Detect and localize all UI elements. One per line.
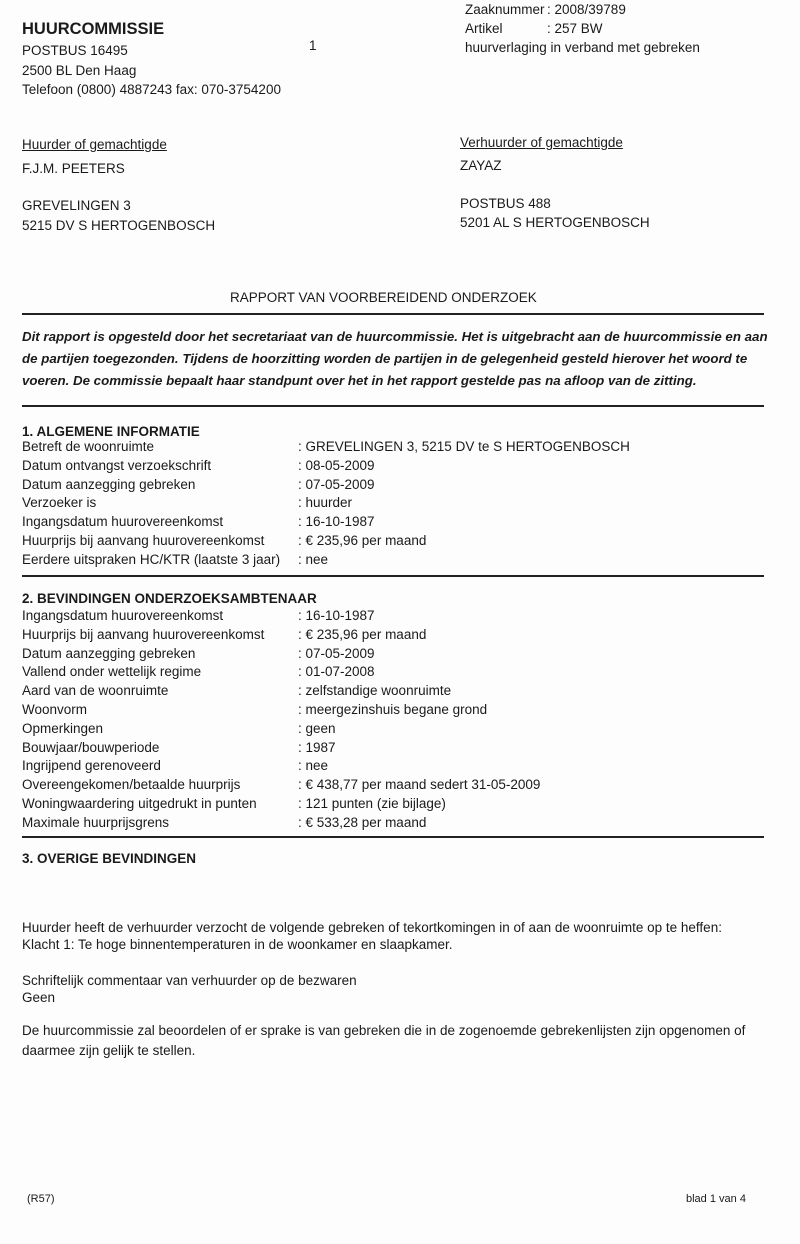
info-row <box>22 663 540 682</box>
case-label: Zaaknummer <box>465 2 545 17</box>
row-label: Ingangsdatum huurovereenkomst <box>22 514 224 530</box>
landlord-comment-label: Schriftelijk commentaar van verhuurder op de bezwaren <box>22 973 357 988</box>
row-label: Huurprijs bij aanvang huurovereenkomst <box>22 626 265 642</box>
row-value: : 121 punten (zie bijlage) <box>298 795 446 811</box>
row-label: Vallend onder wettelijk regime <box>22 664 202 680</box>
row-label: Ingangsdatum huurovereenkomst <box>22 608 224 623</box>
info-row <box>22 607 540 626</box>
row-value: : 16-10-1987 <box>298 514 375 530</box>
row-value: : 01-07-2008 <box>298 664 375 680</box>
row-value: : huurder <box>298 495 353 511</box>
divider <box>22 836 764 838</box>
row-value: : 16-10-1987 <box>298 608 375 623</box>
row-label: Maximale huurprijsgrens <box>22 814 170 830</box>
row-label: Woningwaardering uitgedrukt in punten <box>22 795 257 811</box>
row-value: : € 235,96 per maand <box>298 532 427 548</box>
page-mark: 1 <box>309 38 317 53</box>
info-row <box>22 513 630 532</box>
section2-title: 2. BEVINDINGEN ONDERZOEKSAMBTENAAR <box>22 591 317 606</box>
org-address1: POSTBUS 16495 <box>22 43 128 58</box>
row-value: : meergezinshuis begane grond <box>298 701 488 717</box>
row-label: Datum aanzegging gebreken <box>22 476 196 492</box>
landlord-name: ZAYAZ <box>460 158 502 173</box>
info-row <box>22 645 540 664</box>
info-row <box>22 438 630 457</box>
landlord-city: 5201 AL S HERTOGENBOSCH <box>460 215 650 230</box>
tenant-heading: Huurder of gemachtigde <box>22 137 167 152</box>
info-row <box>22 776 540 795</box>
tenant-city: 5215 DV S HERTOGENBOSCH <box>22 218 216 233</box>
row-label: Betreft de woonruimte <box>22 439 155 454</box>
intro-text: Dit rapport is opgesteld door het secretariaat van de huurcommissie. Het is uitgebracht aan de huurcommissie en aan de partijen toegezonden. Tijdens de hoorzitting worden de partijen in de gelegenheid gesteld hierover het woord te voeren. De commissie bepaalt haar standpunt over het in het rapport gestelde pas na afloop van de zitting. <box>22 329 768 388</box>
row-value: : 07-05-2009 <box>298 645 375 661</box>
row-label: Verzoeker is <box>22 495 97 511</box>
info-row <box>22 701 540 720</box>
row-value: : 08-05-2009 <box>298 457 375 473</box>
org-address2: 2500 BL Den Haag <box>22 63 137 78</box>
info-row <box>22 626 540 645</box>
section2-rows <box>22 607 540 833</box>
landlord-heading: Verhuurder of gemachtigde <box>460 135 623 150</box>
divider <box>22 313 764 315</box>
article-label: Artikel <box>465 21 503 36</box>
case-value: : 2008/39789 <box>547 2 626 17</box>
org-phone: Telefoon (0800) 4887243 fax: 070-3754200 <box>22 82 281 97</box>
form-code: (R57) <box>27 1193 55 1205</box>
info-row <box>22 739 540 758</box>
info-row <box>22 457 630 476</box>
info-row <box>22 476 630 495</box>
landlord-street: POSTBUS 488 <box>460 196 551 211</box>
info-row <box>22 551 630 570</box>
row-label: Woonvorm <box>22 701 88 717</box>
row-label: Opmerkingen <box>22 720 104 736</box>
section1-title: 1. ALGEMENE INFORMATIE <box>22 424 200 439</box>
row-label: Ingrijpend gerenoveerd <box>22 758 161 774</box>
complaint-intro: Huurder heeft de verhuurder verzocht de volgende gebreken of tekortkomingen in of aan de woonruimte op te heffen: <box>22 920 722 935</box>
complaint-1: Klacht 1: Te hoge binnentemperaturen in de woonkamer en slaapkamer. <box>22 937 453 952</box>
info-row <box>22 532 630 551</box>
row-value: : 07-05-2009 <box>298 476 375 492</box>
row-label: Bouwjaar/bouwperiode <box>22 739 160 755</box>
article-value: : 257 BW <box>547 21 603 36</box>
row-value: : nee <box>298 758 329 774</box>
row-label: Overeengekomen/betaalde huurprijs <box>22 777 241 793</box>
info-row <box>22 494 630 513</box>
tenant-name: F.J.M. PEETERS <box>22 161 125 176</box>
row-value: : zelfstandige woonruimte <box>298 683 452 699</box>
row-value: : € 438,77 per maand sedert 31-05-2009 <box>298 777 541 793</box>
row-value: : € 533,28 per maand <box>298 814 427 830</box>
section3-title: 3. OVERIGE BEVINDINGEN <box>22 851 197 866</box>
landlord-comment: Geen <box>22 990 56 1005</box>
row-value: : geen <box>298 720 336 736</box>
assessment-note: De huurcommissie zal beoordelen of er sprake is van gebreken die in de zogenoemde gebrekenlijsten zijn opgenomen of daarmee zijn gelijk te stellen. <box>22 1023 746 1058</box>
row-label: Datum ontvangst verzoekschrift <box>22 457 212 473</box>
info-row <box>22 814 540 833</box>
page-number: blad 1 van 4 <box>686 1193 746 1205</box>
info-row <box>22 757 540 776</box>
row-value: : nee <box>298 551 329 567</box>
org-name: HUURCOMMISSIE <box>22 20 165 38</box>
subject: huurverlaging in verband met gebreken <box>465 40 700 55</box>
row-label: Eerdere uitspraken HC/KTR (laatste 3 jaar) <box>22 551 281 567</box>
row-label: Datum aanzegging gebreken <box>22 645 196 661</box>
info-row <box>22 795 540 814</box>
report-title: RAPPORT VAN VOORBEREIDEND ONDERZOEK <box>230 290 537 305</box>
divider <box>22 575 764 577</box>
divider <box>22 405 764 407</box>
info-row <box>22 720 540 739</box>
info-row <box>22 682 540 701</box>
section1-rows <box>22 438 630 570</box>
tenant-street: GREVELINGEN 3 <box>22 198 131 213</box>
row-value: : GREVELINGEN 3, 5215 DV te S HERTOGENBOSCH <box>298 439 630 454</box>
row-label: Huurprijs bij aanvang huurovereenkomst <box>22 532 265 548</box>
row-value: : € 235,96 per maand <box>298 626 427 642</box>
row-value: : 1987 <box>298 739 336 755</box>
row-label: Aard van de woonruimte <box>22 683 169 699</box>
